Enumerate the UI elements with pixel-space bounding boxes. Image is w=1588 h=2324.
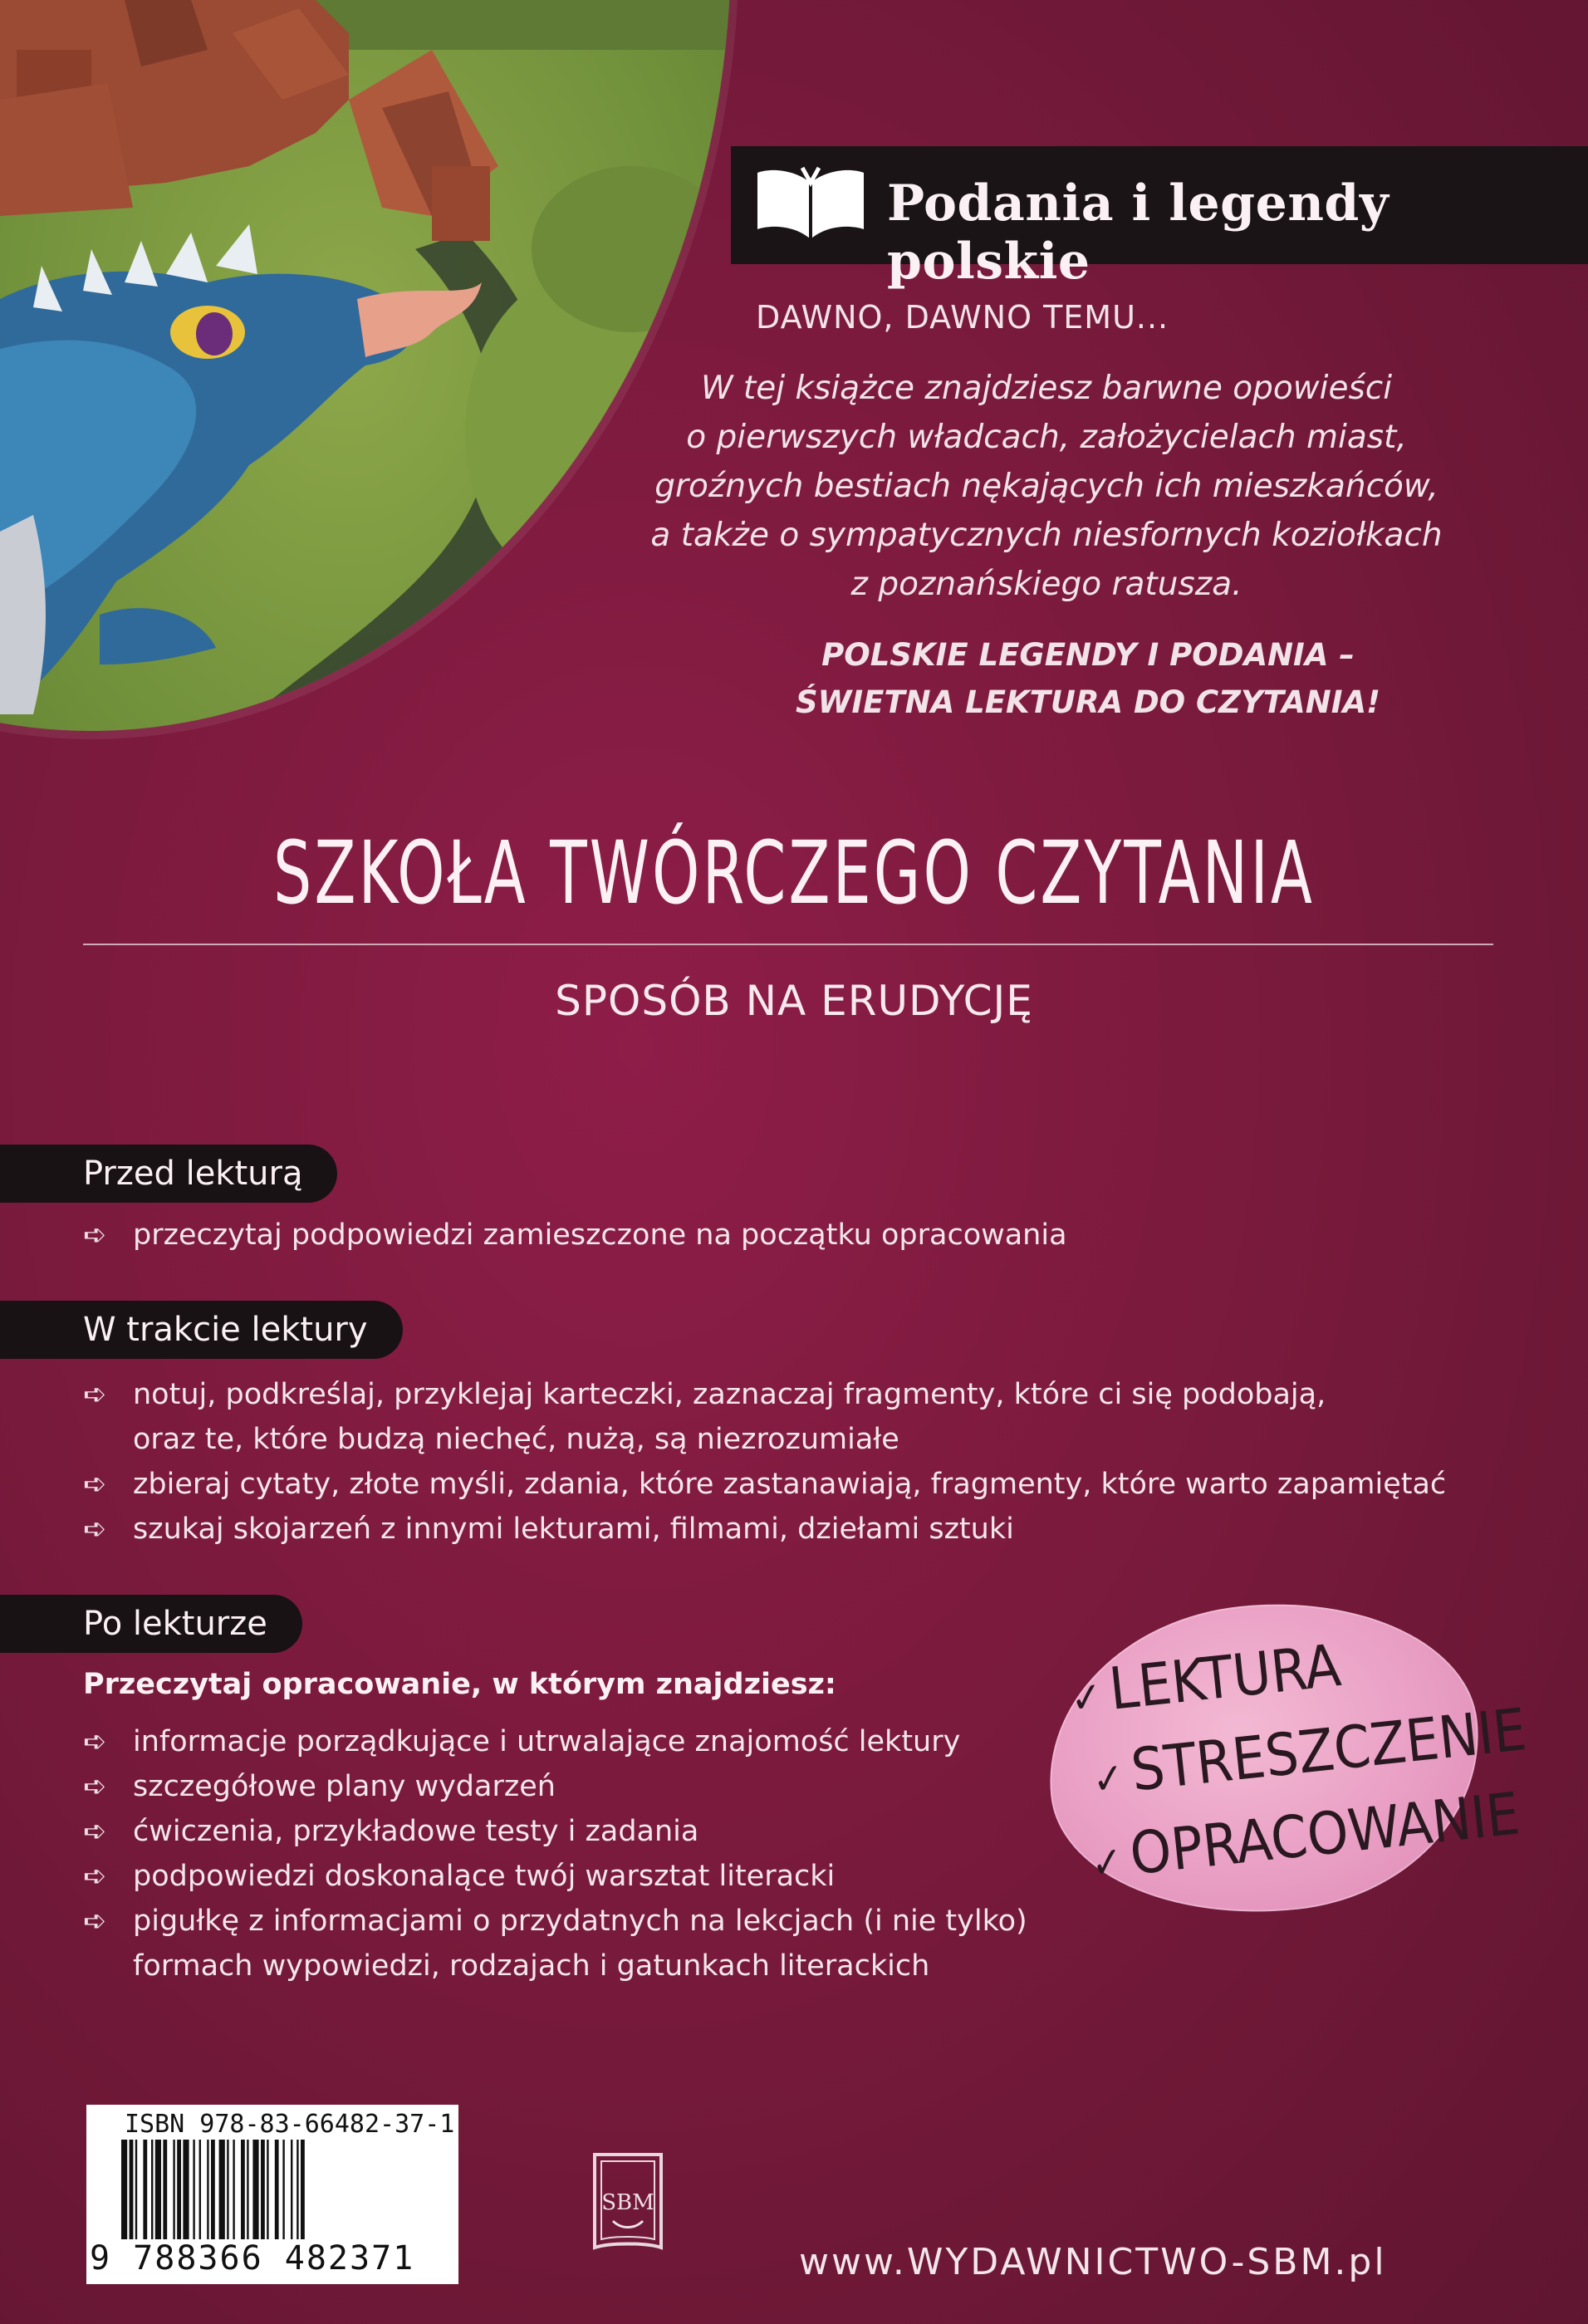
list-before (83, 1213, 1067, 1258)
arrow-icon: ➪ (83, 1218, 107, 1252)
barcode-bar (211, 2140, 215, 2239)
list-item: ➪ szukaj skojarzeń z innymi lekturami, filmami, dziełami sztuki (83, 1507, 1446, 1552)
barcode-bar (241, 2140, 245, 2239)
barcode-bar (183, 2140, 189, 2239)
barcode-bar (261, 2140, 265, 2239)
intro-body (606, 364, 1487, 609)
section-label-before: Przed lekturą (0, 1145, 337, 1203)
publisher-logo (588, 2150, 668, 2266)
list-item: ➪ notuj, podkreślaj, przyklejaj karteczki, zaznaczaj fragmenty, które ci się podobają, (83, 1372, 1446, 1417)
check-icon: ✓ (1090, 1753, 1127, 1805)
series-title: Podania i legendy polskie (887, 174, 1390, 291)
barcode-bar (193, 2140, 194, 2239)
list-item: ➪ ćwiczenia, przykładowe testy i zadania (83, 1809, 1027, 1854)
barcode-bar (121, 2140, 127, 2239)
intro-line: a także o sympatycznych niesfornych koziołkach (650, 517, 1443, 554)
badge-line-lektura: ✓LEKTURA (1068, 1631, 1345, 1723)
section-label-during: W trakcie lektury (0, 1301, 403, 1359)
slogan-line: ŚWIETNA LEKTURA DO CZYTANIA! (795, 684, 1381, 720)
barcode-bar (143, 2140, 147, 2239)
arrow-icon: ➪ (83, 1815, 107, 1848)
subtitle: SPOSÓB NA ERUDYCJĘ (555, 977, 1033, 1025)
barcode-bar (291, 2140, 292, 2239)
list-item-continuation: formach wypowiedzi, rodzajach i gatunkach literackich (133, 1949, 930, 1983)
intro-line: o pierwszych władcach, założycielach miast, (686, 419, 1407, 456)
barcode-bar (247, 2140, 248, 2239)
barcode-bar (151, 2140, 153, 2239)
arrow-icon: ➪ (83, 1860, 107, 1893)
list-item: ➪ podpowiedzi doskonalące twój warsztat literacki (83, 1854, 1027, 1899)
barcode-bar (301, 2140, 305, 2239)
barcode-bar (252, 2140, 258, 2239)
intro-line: z poznańskiego ratusza. (850, 566, 1242, 603)
after-lead: Przeczytaj opracowanie, w którym znajdziesz: (83, 1668, 836, 1701)
barcode-bar (207, 2140, 208, 2239)
check-icon: ✓ (1068, 1672, 1105, 1723)
title-divider (83, 944, 1493, 945)
list-during (83, 1372, 1446, 1552)
main-title: SZKOŁA TWÓRCZEGO CZYTANIA (272, 822, 1315, 924)
barcode-bar (163, 2140, 167, 2239)
barcode-bar (267, 2140, 268, 2239)
intro-line: W tej książce znajdziesz barwne opowieści (700, 370, 1393, 407)
arrow-icon: ➪ (83, 1468, 107, 1501)
arrow-icon: ➪ (83, 1905, 107, 1938)
barcode-bar (177, 2140, 181, 2239)
open-book-icon (752, 163, 869, 249)
list-item: ➪ przeczytaj podpowiedzi zamieszczone na początku opracowania (83, 1213, 1067, 1258)
list-item: ➪ szczegółowe plany wydarzeń (83, 1764, 1027, 1809)
arrow-icon: ➪ (83, 1378, 107, 1411)
barcode-bar (199, 2140, 201, 2239)
barcode-bar (227, 2140, 228, 2239)
barcode-bar (135, 2140, 137, 2239)
slogan-line: POLSKIE LEGENDY I PODANIA – (821, 637, 1355, 673)
barcode-bar (275, 2140, 279, 2239)
intro-heading: DAWNO, DAWNO TEMU... (756, 299, 1169, 336)
barcode-bar (219, 2140, 225, 2239)
arrow-icon: ➪ (83, 1513, 107, 1546)
isbn-label: ISBN 978-83-66482-37-1 (125, 2110, 455, 2139)
badge-line-streszczenie: ✓STRESZCZENIE (1090, 1695, 1530, 1805)
list-item: ➪ informacje porządkujące i utrwalające znajomość lektury (83, 1719, 1027, 1764)
arrow-icon: ➪ (83, 1770, 107, 1803)
intro-line: groźnych bestiach nękających ich mieszkańców, (654, 468, 1439, 505)
barcode-bar (173, 2140, 174, 2239)
publisher-website: www.WYDAWNICTWO-SBM.pl (799, 2241, 1387, 2283)
logo-text: SBM (601, 2190, 654, 2215)
check-icon: ✓ (1089, 1836, 1125, 1889)
list-item: ➪ zbieraj cytaty, złote myśli, zdania, które zastanawiają, fragmenty, które warto zapamiętać (83, 1462, 1446, 1507)
list-item-continuation: oraz te, które budzą niechęć, nużą, są niezrozumiałe (133, 1423, 899, 1456)
contents-badge (1033, 1583, 1530, 1934)
list-after (83, 1719, 1027, 1988)
barcode-bar (297, 2140, 298, 2239)
barcode-bar (282, 2140, 284, 2239)
barcode-bar (233, 2140, 234, 2239)
barcode-bar (155, 2140, 161, 2239)
arrow-icon: ➪ (83, 1725, 107, 1758)
section-label-after: Po lekturze (0, 1595, 302, 1653)
barcode-bar (130, 2140, 134, 2239)
barcode-bars (121, 2140, 453, 2243)
badge-line-opracowanie: ✓OPRACOWANIE (1089, 1779, 1523, 1889)
list-item: ➪ pigułkę z informacjami o przydatnych na lekcjach (i nie tylko) (83, 1899, 1027, 1944)
intro-slogan (689, 631, 1487, 726)
isbn-digits: 9 788366 482371 (90, 2239, 415, 2277)
